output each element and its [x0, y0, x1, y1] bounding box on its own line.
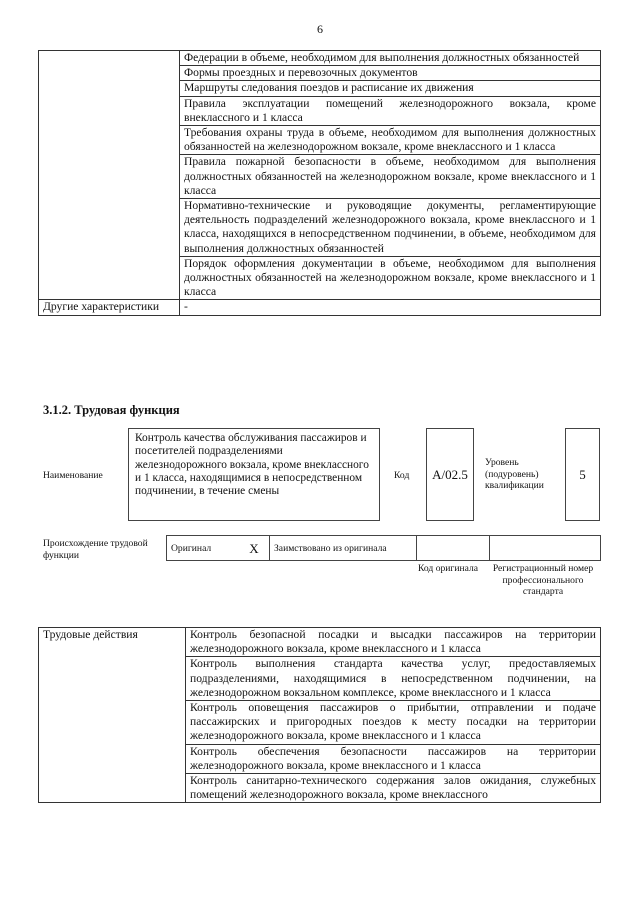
action-row: Контроль обеспечения безопасности пассажиров на территории железнодорожного вокзала, кроме внеклассного и 1 класса: [186, 744, 601, 773]
function-code-box: А/02.5: [426, 428, 474, 521]
level-label: Уровень (подуровень) квалификации: [485, 457, 544, 491]
page-number: 6: [317, 22, 323, 36]
function-name-box: Контроль качества обслуживания пассажиров и посетителей подразделениями железнодорожного вокзала, кроме внеклассного и 1 класса, находящимися в непосредственном подчинении, в течение смены: [128, 428, 380, 521]
knowledge-row: Нормативно-технические и руководящие документы, регламентирующие деятельность подразделений железнодорожного вокзала, кроме внеклассного и 1 класса, находящихся в непосредственном подчинении, в объеме, необходимом для выполнения должностных обязанностей: [180, 199, 601, 257]
action-row: Контроль выполнения стандарта качества услуг, предоставляемых подразделениями, находящимися в непосредственном подчинении, на железнодорожном вокзальном комплексе, кроме внеклассного и 1 класса: [186, 657, 601, 701]
knowledge-row: Порядок оформления документации в объеме, необходимом для выполнения должностных обязанностей на железнодорожном вокзале, кроме внеклассного и 1 класса: [180, 256, 601, 300]
other-characteristics-label: Другие характеристики: [39, 300, 180, 315]
code-label: Код: [394, 470, 410, 481]
knowledge-row: Федерации в объеме, необходимом для выполнения должностных обязанностей: [180, 51, 601, 66]
original-label: Оригинал: [167, 536, 240, 561]
knowledge-row: Требования охраны труда в объеме, необходимом для выполнения должностных обязанностей на железнодорожном вокзале, кроме внеклассного и 1 класса: [180, 126, 601, 155]
knowledge-row: Правила эксплуатации помещений железнодорожного вокзала, кроме внеклассного и 1 класса: [180, 96, 601, 125]
action-row: Контроль санитарно-технического содержания залов ожидания, служебных помещений железнодорожного вокзала, кроме внеклассного: [186, 774, 601, 803]
code-caption: Код оригинала: [417, 563, 479, 574]
knowledge-row: Правила пожарной безопасности в объеме, необходимом для выполнения должностных обязанностей на железнодорожном вокзале, кроме внеклассного и 1 класса: [180, 155, 601, 199]
actions-table: [38, 627, 601, 803]
original-mark: X: [239, 536, 270, 561]
action-row: Контроль оповещения пассажиров о прибытии, отправлении и подаче пассажирских и пригородных поездов к месту посадки на территории железнодорожного вокзала, кроме внеклассного и 1 класса: [186, 701, 601, 745]
section-title: 3.1.2. Трудовая функция: [43, 403, 180, 417]
registration-caption: Регистрационный номер профессионального стандарта: [492, 563, 594, 597]
actions-label: Трудовые действия: [39, 628, 186, 803]
origin-label: Происхождение трудовой функции: [43, 538, 148, 561]
action-row: Контроль безопасной посадки и высадки пассажиров на территории железнодорожного вокзала, кроме внеклассного и 1 класса: [186, 628, 601, 657]
name-label: Наименование: [43, 470, 103, 481]
knowledge-row: Формы проездных и перевозочных документов: [180, 66, 601, 81]
borrowed-label: Заимствовано из оригинала: [270, 536, 417, 561]
knowledge-row: Маршруты следования поездов и расписание их движения: [180, 81, 601, 96]
other-characteristics-value: -: [180, 300, 601, 315]
level-value-box: 5: [565, 428, 600, 521]
